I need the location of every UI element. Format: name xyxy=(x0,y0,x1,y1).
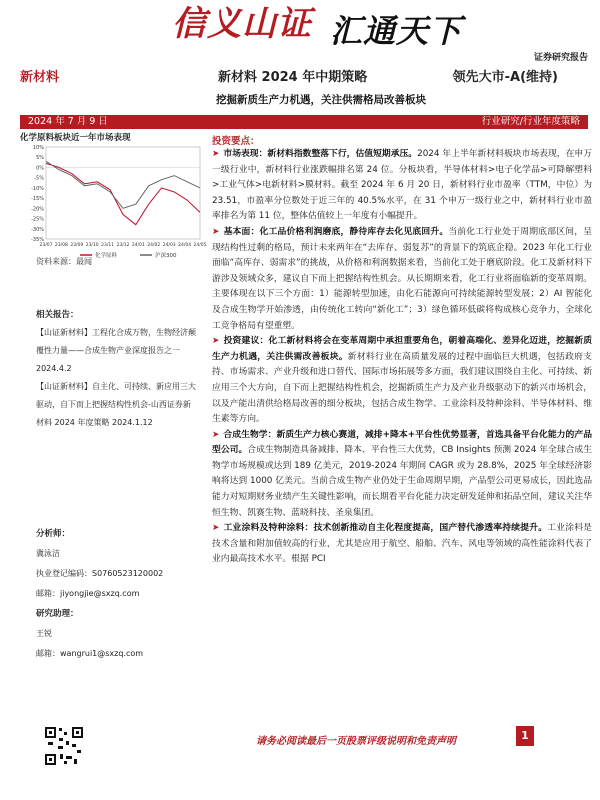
related-report-2[interactable]: 【山证新材料】自主化、可持续、新应用三大驱动，自下而上把握结构性机会-山西证券新材料 2024 年度策略 2024.1.12 xyxy=(36,382,196,427)
series-line-chem xyxy=(46,163,200,224)
x-tick-label: 23/08 xyxy=(54,243,68,248)
chart-title: 化学原料板块近一年市场表现 xyxy=(20,133,131,143)
y-tick-label: -20% xyxy=(31,206,44,213)
qr-code-icon[interactable] xyxy=(44,726,84,766)
x-tick-label: 24/05 xyxy=(193,243,206,248)
point-fundamentals-text: 当前化工行业处于周期底部区间，呈现结构性过剩的格局，预计未来两年在“去库存、弱复苏”的背景下的筑底企稳。2023 年化工行业面临“高库存、弱需求”的挑战，从价格和利润数据来看，当前化工处于磨底阶段。化工及新材料下游涉及领域众多，建议自下而上把握结构性机会。从长期期来看，化工行业将面临新的变革周期。主要体现在以下三个方面：1）能源转型加速，由化石能源向可持续能源转型发展；2）AI 智能化及合成生物学开始渗透，由传统化工转向“新化工”；3）绿色循环低碳将构成核心竞争力，全球化工竞争格局有望重塑。 xyxy=(212,226,592,331)
legend-label: 化学原料 xyxy=(95,253,118,259)
page-number: 1 xyxy=(516,726,534,746)
legend-label: 沪深300 xyxy=(155,253,177,259)
report-subtitle: 挖掘新质生产力机遇，关注供需格局改善板块 xyxy=(216,94,426,106)
y-tick-label: -10% xyxy=(31,185,44,192)
related-reports xyxy=(36,306,196,432)
report-date: 2024 年 7 月 9 日 xyxy=(28,116,108,127)
market-performance-chart xyxy=(20,143,206,265)
disclaimer-note: 请务必阅读最后一页股票评级说明和免责声明 xyxy=(256,736,456,747)
x-tick-label: 23/11 xyxy=(101,243,115,248)
analyst-email[interactable]: 邮箱：jiyongjie@sxzq.com xyxy=(36,589,140,598)
analyst-license: 执业登记编码：S0760523120002 xyxy=(36,569,164,578)
brand-black-text: 汇通天下 xyxy=(330,12,463,50)
point-coatings-bold: 工业涂料及特种涂料：技术创新推动自主化程度提高，国产替代渗透率持续提升。 xyxy=(223,523,548,534)
y-tick-label: -5% xyxy=(34,175,44,182)
point-coatings xyxy=(212,521,592,568)
y-tick-label: 10% xyxy=(32,145,44,151)
related-heading: 相关报告： xyxy=(36,310,79,320)
analyst-heading: 分析师： xyxy=(36,529,71,539)
y-tick-label: 5% xyxy=(36,155,44,162)
assistant-email[interactable]: 邮箱：wangrui1@sxzq.com xyxy=(36,649,144,658)
report-type: 证券研究报告 xyxy=(533,53,588,63)
x-tick-label: 23/12 xyxy=(116,243,130,248)
date-bar xyxy=(20,115,588,129)
point-synbio-bold: 合成生物学：新质生产力核心赛道，减排+降本+平台性优势显著，首选具备平台化能力的产品型公司。 xyxy=(212,429,592,456)
related-report-1[interactable]: 【山证新材料】工程化合成万物，生物经济颠覆性力量——合成生物产业深度报告之一 2024.4.2 xyxy=(36,328,196,373)
x-tick-label: 24/03 xyxy=(162,243,176,248)
y-tick-label: -25% xyxy=(31,216,44,223)
analyst-name: 冀泳洁 xyxy=(36,549,60,558)
analyst-info xyxy=(36,524,196,664)
y-tick-label: -35% xyxy=(31,237,44,243)
point-advice-bold: 投资建议：化工新材料将会在变革周期中承担重要角色，朝着高端化、差异化迈进，挖掘新质生产力机遇，关注供需改善板块。 xyxy=(212,336,592,362)
point-market-bold: 市场表现：新材料指数整落下行，估值短期承压。 xyxy=(223,149,418,159)
assistant-name: 王锐 xyxy=(36,629,52,638)
point-coatings-text: 工业涂料是技术含量和附加值较高的行业，尤其是应用于航空、船舶、汽车、风电等领域的高性能涂料代表了业内最高技术水平。根据 PCI xyxy=(212,523,592,565)
point-synbio-text: 合成生物制造具备减排、降本、平台性三大优势，CB Insights 预测 2024 年全球合成生物学市场规模或达到 189 亿美元，2019-2024 年期间 CAGR 或为 28.8%，2025 年全球经济影响将达到 1000 亿美元。当前合成生物产业仍处于生命周期早期，产品型公司更易成长，因此选品能力对短期财务业绩产生关键性影响，而长期看平台化能力决定研发延伸和拓品空间，建议关注华恒生物、凯赛生物、蓝晓科技、圣泉集团。 xyxy=(212,445,592,518)
point-fundamentals xyxy=(212,225,592,334)
investment-points xyxy=(212,133,592,568)
y-tick-label: -30% xyxy=(31,226,44,233)
bullet-icon: ➤ xyxy=(212,523,220,534)
point-fundamentals-bold: 基本面：化工品价格利润磨底，静待库存去化见底回升。 xyxy=(223,226,449,237)
bullet-icon: ➤ xyxy=(212,226,220,237)
report-header xyxy=(20,66,588,90)
x-tick-label: 23/10 xyxy=(85,243,99,248)
chart-frame xyxy=(46,147,200,239)
brand-logo xyxy=(172,0,472,52)
point-market xyxy=(212,147,592,225)
rating: 领先大市-A(维持) xyxy=(452,70,558,85)
report-category: 行业研究/行业年度策略 xyxy=(481,116,580,127)
bullet-icon: ➤ xyxy=(212,336,220,347)
series-line-hs300 xyxy=(46,161,200,208)
point-advice-text: 新材料行业在高质量发展的过程中面临巨大机遇，包括政府支持、市场需求、产业升级和进口替代、国际市场拓展等多方面，我们建议围绕自主化、可持续、新应用三个大方向，自下而上把握结构性机会，挖掘新质生产力及产业升级驱动下的新兴市场机会，以及产能出清供给格局改善的细分板块，包括合成生物学、工业涂料及特种涂料、半导体材料、维生素等方向。 xyxy=(212,351,592,425)
point-market-text: 2024 年上半年新材料板块市场表现，在申万一级行业中，新材料行业涨跌幅排名第 24 位。分板块看，半导体材料>电子化学品>可降解塑料>工业气体>电新材料>膜材料。截至 2024 年 6 月 20 日，新材料行业市盈率（TTM，中位）为 23.51，市盈率分位数处于近三年的 40.5%水平，在 31 个申万一级行业之中，新材料行业市盈率排名为第 11 位，整体估值较上一年度有小幅提升。 xyxy=(212,149,592,222)
y-tick-label: -15% xyxy=(31,196,44,203)
chart-source: 资料来源：最闻 xyxy=(36,257,92,266)
left-column xyxy=(20,131,206,259)
x-tick-label: 24/01 xyxy=(131,243,145,248)
bullet-icon: ➤ xyxy=(212,429,220,440)
y-tick-label: 0% xyxy=(36,165,44,172)
report-title: 新材料 2024 年中期策略 xyxy=(218,70,368,85)
point-advice xyxy=(212,334,592,428)
industry-category: 新材料 xyxy=(20,70,60,85)
x-tick-label: 24/04 xyxy=(178,243,192,248)
point-synbio xyxy=(212,428,592,522)
x-tick-label: 24/02 xyxy=(147,243,161,248)
brand-red-text: 信义山证 xyxy=(172,4,312,44)
x-tick-label: 23/07 xyxy=(39,243,53,248)
bullet-icon: ➤ xyxy=(212,149,220,159)
points-title: 投资要点： xyxy=(212,136,260,147)
assistant-heading: 研究助理： xyxy=(36,609,79,619)
x-tick-label: 23/09 xyxy=(70,243,84,248)
